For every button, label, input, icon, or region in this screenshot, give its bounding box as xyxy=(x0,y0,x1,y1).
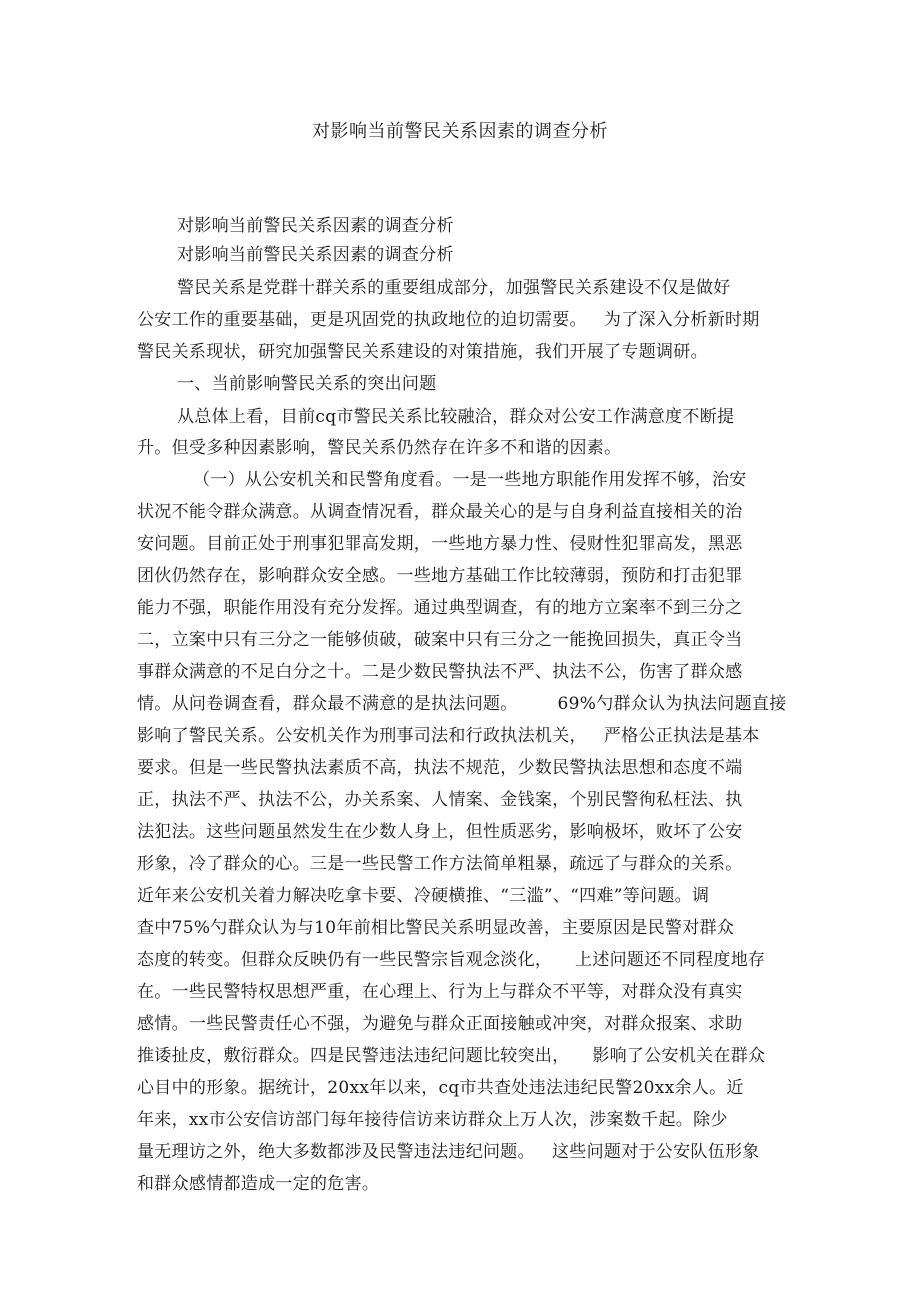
text-line: 近年来公安机关着力解决吃拿卡要、冷硬横推、“三滥”、“四难”等问题。调 xyxy=(137,886,710,906)
section-heading: 一、当前影响警民关系的突出问题 xyxy=(177,374,437,394)
text-line: 团伙仍然存在，影响群众安全感。一些地方基础工作比较薄弱，预防和打击犯罪 xyxy=(137,566,743,586)
text-line: 升。但受多种因素影响，警民关系仍然存在许多不和谐的因素。 xyxy=(137,438,622,458)
text-line: 二，立案中只有三分之一能够侦破，破案中只有三分之一能挽回损失，真正令当 xyxy=(137,630,743,650)
text-line: 状况不能令群众满意。从调查情况看，群众最关心的是与自身利益直接相关的治 xyxy=(137,502,743,522)
page-title: 对影响当前警民关系因素的调查分析 xyxy=(312,121,608,142)
text-line: 警民关系现状，研究加强警民关系建设的对策措施，我们开展了专题调研。 xyxy=(137,342,708,362)
text-line: 公安工作的重要基础，更是巩固党的执政地位的迫切需要。 为了深入分析新时期 xyxy=(137,310,760,330)
text-line: 推诿扯皮，敷衍群众。四是民警违法违纪问题比较突出， 影响了公安机关在群众 xyxy=(137,1046,766,1066)
text-line: 态度的转变。但群众反映仍有一些民警宗旨观念淡化， 上述问题还不同程度地存 xyxy=(137,950,766,970)
text-line: 影响了警民关系。公安机关作为刑事司法和行政执法机关， 严格公正执法是基本 xyxy=(137,726,760,746)
text-line: 查中75%勺群众认为与10年前相比警民关系明显改善，主要原因是民警对群众 xyxy=(137,918,735,938)
text-line: 形象，冷了群众的心。三是一些民警工作方法简单粗暴，疏远了与群众的关系。 xyxy=(137,854,743,874)
text-line: 情。从问卷调查看，群众最不满意的是执法问题。 69%勺群众认为执法问题直接 xyxy=(137,694,787,714)
text-line: 在。一些民警特权思想严重，在心理上、行为上与群众不平等，对群众没有真实 xyxy=(137,982,743,1002)
text-line: 量无理访之外，绝大多数都涉及民警违法违纪问题。 这些问题对于公安队伍形象 xyxy=(137,1142,760,1162)
text-line: 正，执法不严、执法不公，办关系案、人情案、金钱案，个别民警徇私枉法、执 xyxy=(137,790,743,810)
text-line: 对影响当前警民关系因素的调查分析 xyxy=(177,245,454,265)
text-line: 警民关系是党群十群关系的重要组成部分，加强警民关系建设不仅是做好 xyxy=(177,278,731,298)
text-line: 要求。但是一些民警执法素质不高，执法不规范，少数民警执法思想和态度不端 xyxy=(137,758,743,778)
text-line: 和群众感情都造成一定的危害。 xyxy=(137,1174,380,1194)
text-line: 从总体上看，目前cq市警民关系比较融洽，群众对公安工作满意度不断提 xyxy=(177,407,735,427)
text-line: 安问题。目前正处于刑事犯罪高发期，一些地方暴力性、侵财性犯罪高发，黑恶 xyxy=(137,534,743,554)
text-line: 能力不强，职能作用没有充分发挥。通过典型调查，有的地方立案率不到三分之 xyxy=(137,598,743,618)
text-line: 心目中的形象。据统计，20xx年以来，cq市共查处违法违纪民警20xx余人。近 xyxy=(137,1078,744,1098)
text-line: 感情。一些民警责任心不强，为避免与群众正面接触或冲突，对群众报案、求助 xyxy=(137,1014,743,1034)
text-line: 年来，xx市公安信访部门每年接待信访来访群众上万人次，涉案数千起。除少 xyxy=(137,1110,728,1130)
text-line: 对影响当前警民关系因素的调查分析 xyxy=(177,216,454,236)
text-line: 事群众满意的不足白分之十。二是少数民警执法不严、执法不公，伤害了群众感 xyxy=(137,662,743,682)
text-line: （一）从公安机关和民警角度看。一是一些地方职能作用发挥不够，治安 xyxy=(193,470,747,490)
text-line: 法犯法。这些问题虽然发生在少数人身上，但性质恶劣，影响极坏，败坏了公安 xyxy=(137,822,743,842)
